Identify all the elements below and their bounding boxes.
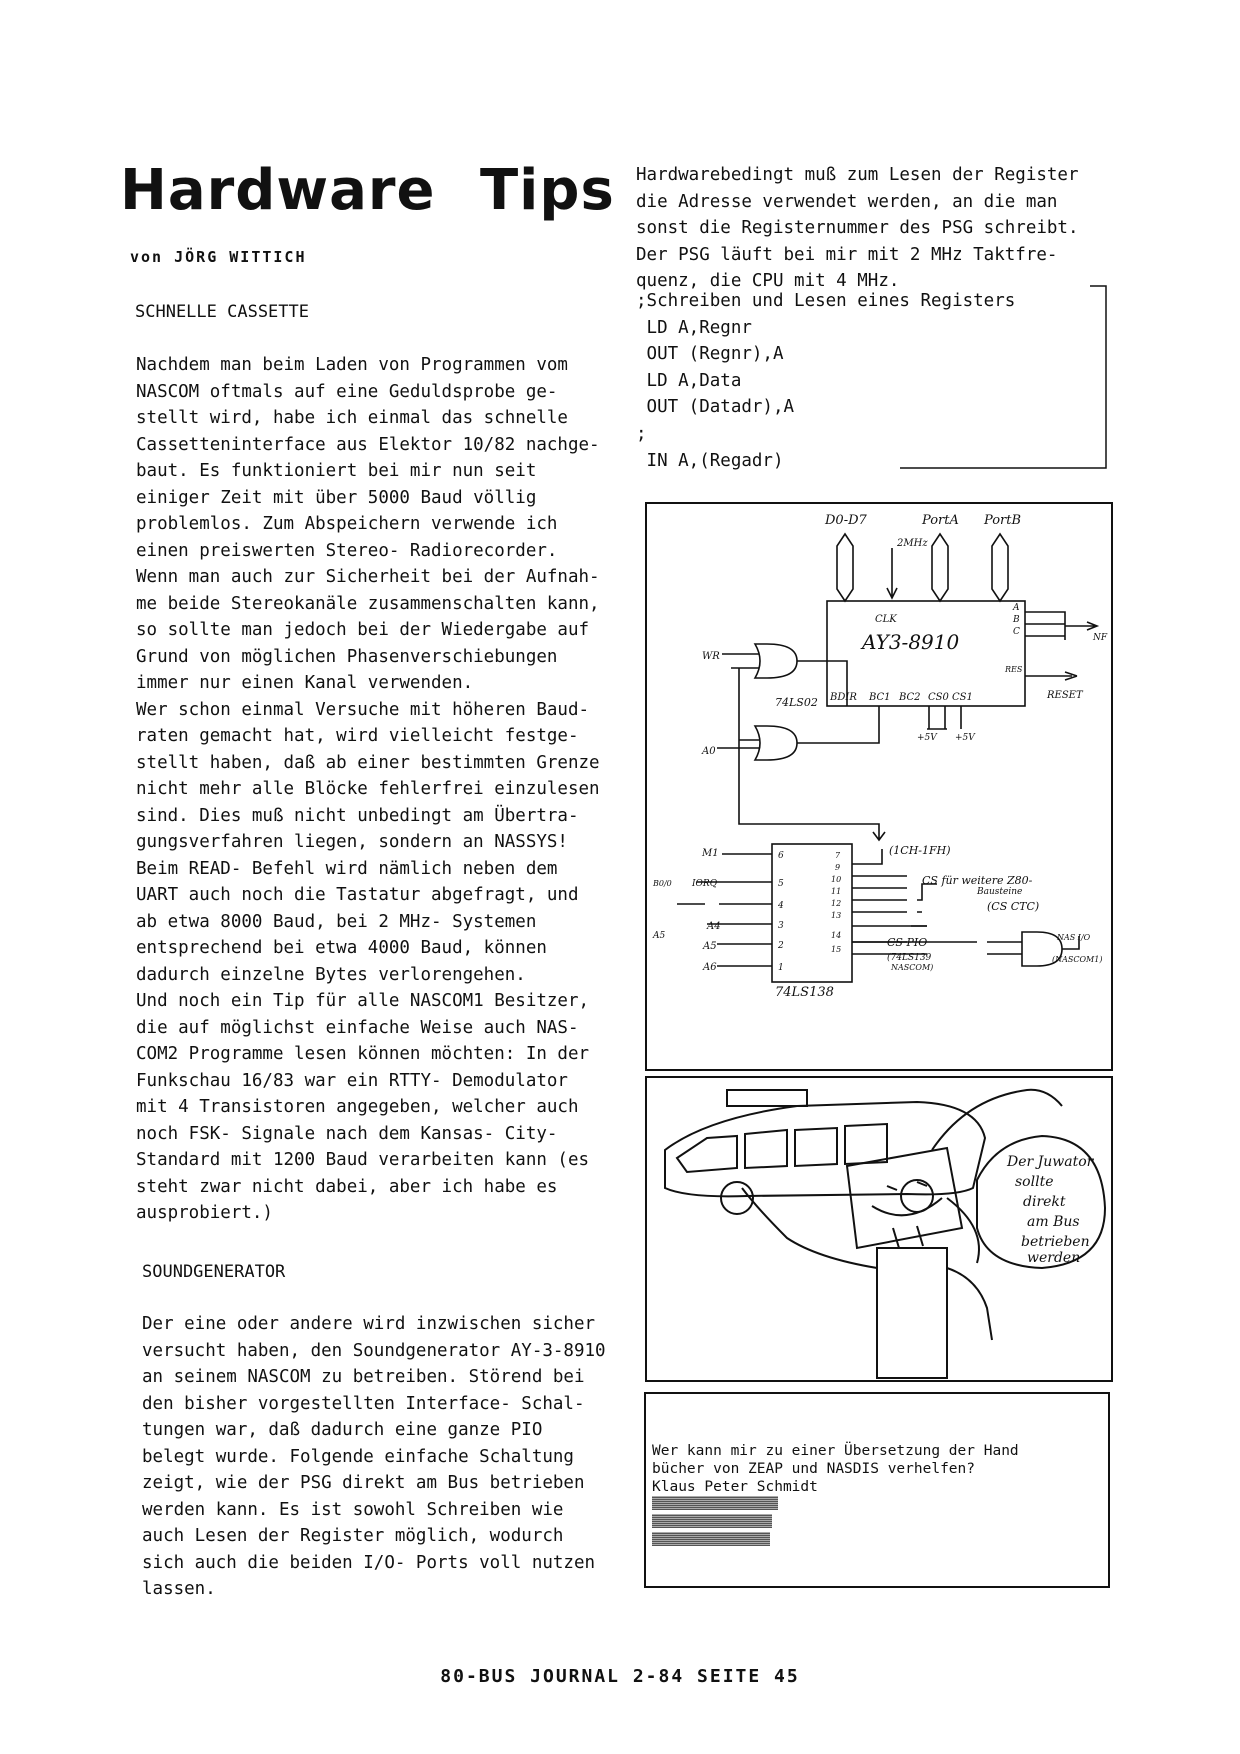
schem-label: WR [702, 651, 720, 662]
cartoon-text: werden [1027, 1250, 1081, 1266]
schem-label: (CS CTC) [987, 900, 1040, 913]
schem-label: M1 [702, 848, 719, 859]
schem-label: A0 [702, 746, 716, 757]
schem-label: CLK [875, 614, 897, 625]
text-line: an seinem NASCOM zu betreiben. Störend bei [142, 1367, 585, 1387]
text-line: gungsverfahren liegen, sondern an NASSYS! [136, 832, 568, 852]
schem-label: BDIR [830, 692, 857, 703]
text-line: ausprobiert.) [136, 1203, 273, 1223]
nor-gate-1 [755, 644, 797, 678]
schem-label: CS für weitere Z80- [922, 874, 1033, 887]
schem-label: BC1 [869, 692, 891, 703]
schem-label: (1CH-1FH) [889, 844, 951, 857]
redaction-bar [652, 1532, 770, 1546]
bus-arrow-porta [932, 534, 948, 601]
schem-label: A6 [703, 962, 717, 973]
schem-label: A5 [653, 931, 666, 941]
cartoon-text: am Bus [1027, 1214, 1080, 1230]
text-line: Wenn man auch zur Sicherheit bei der Aufnah- [136, 567, 600, 587]
decoder-pin: 11 [831, 887, 842, 896]
text-line: Hardwarebedingt muß zum Lesen der Register [636, 165, 1079, 185]
schem-label: NASCOM) [891, 963, 934, 972]
text-line: problemlos. Zum Abspeichern verwende ich [136, 514, 558, 534]
text-line: belegt wurde. Folgende einfache Schaltung [142, 1446, 574, 1467]
decoder-pin: 10 [831, 875, 842, 884]
schem-label: CS1 [952, 692, 973, 703]
nor-gate-2 [755, 726, 797, 760]
text-line: UART auch noch die Tastatur abgefragt, und [136, 885, 579, 905]
schem-label: Bausteine [977, 887, 1023, 897]
text-line: NASCOM oftmals auf eine Geduldsprobe ge- [136, 381, 558, 402]
cartoon-drawing [647, 1078, 1111, 1380]
text-line: Klaus Peter Schmidt [652, 1479, 818, 1495]
text-line: IN A,(Regadr) [636, 450, 784, 471]
text-line: LD A,Data [636, 370, 742, 391]
text-line: die Adresse verwendet werden, an die man [636, 191, 1058, 212]
schem-label: +5V [955, 733, 975, 743]
bus-arrow-data [837, 534, 853, 601]
text-line: werden kann. Es ist sowohl Schreiben wie [142, 1499, 564, 1520]
text-line: stellt wird, habe ich einmal das schnelle [136, 408, 568, 428]
text-line: noch FSK- Signale nach dem Kansas- City- [136, 1123, 558, 1144]
text-line: quenz, die CPU mit 4 MHz. [636, 271, 900, 291]
text-line: nicht mehr alle Blöcke fehlerfrei einzulesen [136, 779, 600, 799]
text-line: zeigt, wie der PSG direkt am Bus betrieben [142, 1473, 585, 1493]
decoder-pin: 9 [835, 863, 841, 872]
schem-label: CS0 [928, 692, 949, 703]
text-line: Standard mit 1200 Baud verarbeiten kann (es [136, 1150, 590, 1170]
redaction-bar [652, 1496, 778, 1510]
text-line: einen preiswerten Stereo- Radiorecorder. [136, 540, 558, 561]
text-line: Der PSG läuft bei mir mit 2 MHz Taktfre- [636, 244, 1058, 265]
text-line: Funkschau 16/83 war ein RTTY- Demodulator [136, 1070, 568, 1091]
text-line: ab etwa 8000 Baud, bei 2 MHz- Systemen [136, 911, 537, 932]
text-line: sich auch die beiden I/O- Ports voll nutzen [142, 1552, 596, 1573]
text-line: OUT (Datadr),A [636, 397, 795, 418]
schem-label: 74LS02 [775, 696, 818, 709]
text-line: Grund von möglichen Phasenverschiebungen [136, 646, 558, 667]
schem-label: +5V [917, 733, 937, 743]
text-line: me beide Stereokanäle zusammenschalten kann, [136, 593, 600, 614]
schem-label: BC2 [899, 692, 921, 703]
author-byline: von JÖRG WITTICH [130, 248, 307, 266]
text-line: ;Schreiben und Lesen eines Registers [636, 291, 1016, 311]
decoder-pin: 7 [835, 851, 841, 860]
bus-arrow-portb [992, 534, 1008, 601]
schem-label: NF [1093, 633, 1108, 643]
schem-label: C [1013, 627, 1020, 637]
text-line: entsprechend bei etwa 4000 Baud, können [136, 938, 547, 958]
text-line: sind. Dies muß nicht unbedingt am Übertra- [136, 805, 579, 826]
text-line: so sollte man jedoch bei der Wiedergabe auf [136, 620, 590, 640]
schem-label: PortA [922, 513, 959, 528]
text-line: lassen. [142, 1579, 216, 1599]
text-line: die auf möglichst einfache Weise auch NAS- [136, 1017, 579, 1038]
schem-label: RESET [1047, 690, 1083, 701]
schem-label: PortB [984, 513, 1022, 528]
schem-label: A4 [707, 921, 721, 932]
text-line: sonst die Registernummer des PSG schreibt. [636, 218, 1079, 238]
text-line: Wer kann mir zu einer Übersetzung der Hand [652, 1443, 1019, 1459]
text-line: Wer schon einmal Versuche mit höheren Baud- [136, 699, 590, 720]
schem-label: A [1013, 603, 1020, 613]
text-line: COM2 Programme lesen können möchten: In der [136, 1044, 590, 1064]
text-line: Beim READ- Befehl wird nämlich neben dem [136, 858, 558, 879]
redaction-bar [652, 1514, 772, 1528]
text-line: ; [636, 423, 647, 444]
decoder-pin: 15 [831, 945, 842, 954]
text-line: den bisher vorgestellten Interface- Schal- [142, 1393, 585, 1414]
schem-label: CS PIO [887, 936, 928, 949]
text-line: einiger Zeit mit über 5000 Baud völlig [136, 487, 537, 508]
text-line: Nachdem man beim Laden von Programmen vom [136, 355, 568, 375]
schematic-diagram [647, 504, 1111, 1069]
schem-label: RES [1005, 665, 1023, 674]
schem-label: (74LS139 [887, 953, 932, 963]
decoder-pin: 2 [778, 941, 784, 951]
text-line: immer nur einen Kanal verwenden. [136, 673, 474, 693]
text-line: LD A,Regnr [636, 317, 752, 338]
schem-label: (NASCOM1) [1052, 955, 1103, 964]
text-line: baut. Es funktioniert bei mir nun seit [136, 461, 537, 481]
cartoon-figure [645, 1076, 1113, 1382]
cartoon-text: sollte [1015, 1174, 1054, 1190]
section-heading-cassette: SCHNELLE CASSETTE [135, 302, 309, 322]
text-line: stellt haben, daß ab einer bestimmten Grenze [136, 752, 600, 773]
text-line: auch Lesen der Register möglich, wodurch [142, 1526, 564, 1546]
cartoon-text: direkt [1023, 1194, 1066, 1210]
page-footer: 80-BUS JOURNAL 2-84 SEITE 45 [440, 1666, 800, 1687]
schematic-figure [645, 502, 1113, 1071]
text-line: OUT (Regnr),A [636, 344, 784, 365]
decoder-chip-label: 74LS138 [775, 985, 834, 1000]
decoder-pin: 4 [778, 901, 784, 911]
text-line: bücher von ZEAP und NASDIS verhelfen? [652, 1461, 976, 1477]
page-title: Hardware Tips [120, 158, 615, 223]
notice-text [652, 1442, 1019, 1496]
text-line: Der eine oder andere wird inzwischen sicher [142, 1314, 596, 1334]
decoder-pin: 6 [778, 851, 784, 861]
psg-chip-label: AY3-8910 [862, 630, 960, 654]
schem-label: B [1013, 615, 1020, 625]
text-line: raten gemacht hat, wird vielleicht festge- [136, 726, 579, 746]
text-line: steht zwar nicht dabei, aber ich habe es [136, 1176, 558, 1197]
text-line: mit 4 Transistoren angegeben, welcher auch [136, 1097, 579, 1117]
decoder-pin: 13 [831, 911, 842, 920]
decoder-pin: 3 [778, 921, 784, 931]
schem-label: A5 [703, 941, 717, 952]
decoder-pin: 14 [831, 931, 842, 940]
cartoon-text: betrieben [1021, 1234, 1090, 1250]
schem-label: 2MHz [897, 538, 928, 549]
cartoon-text: Der Juwator [1007, 1154, 1094, 1170]
text-line: dadurch einzelne Bytes verlorengehen. [136, 964, 526, 985]
text-line: Cassetteninterface aus Elektor 10/82 nachge- [136, 434, 600, 455]
section-heading-sound: SOUNDGENERATOR [142, 1262, 286, 1282]
schem-label: D0-D7 [825, 513, 867, 528]
text-line: tungen war, daß dadurch eine ganze PIO [142, 1420, 543, 1440]
schem-label: NAS I/O [1057, 933, 1091, 942]
text-line: versucht haben, den Soundgenerator AY-3-8910 [142, 1340, 606, 1361]
decoder-pin: 5 [778, 879, 784, 889]
decoder-pin: 1 [778, 963, 784, 973]
schem-label: IORQ [692, 879, 718, 889]
decoder-pin: 12 [831, 899, 842, 908]
text-line: Und noch ein Tip für alle NASCOM1 Besitzer, [136, 991, 590, 1011]
schem-label: B0/0 [653, 879, 672, 888]
